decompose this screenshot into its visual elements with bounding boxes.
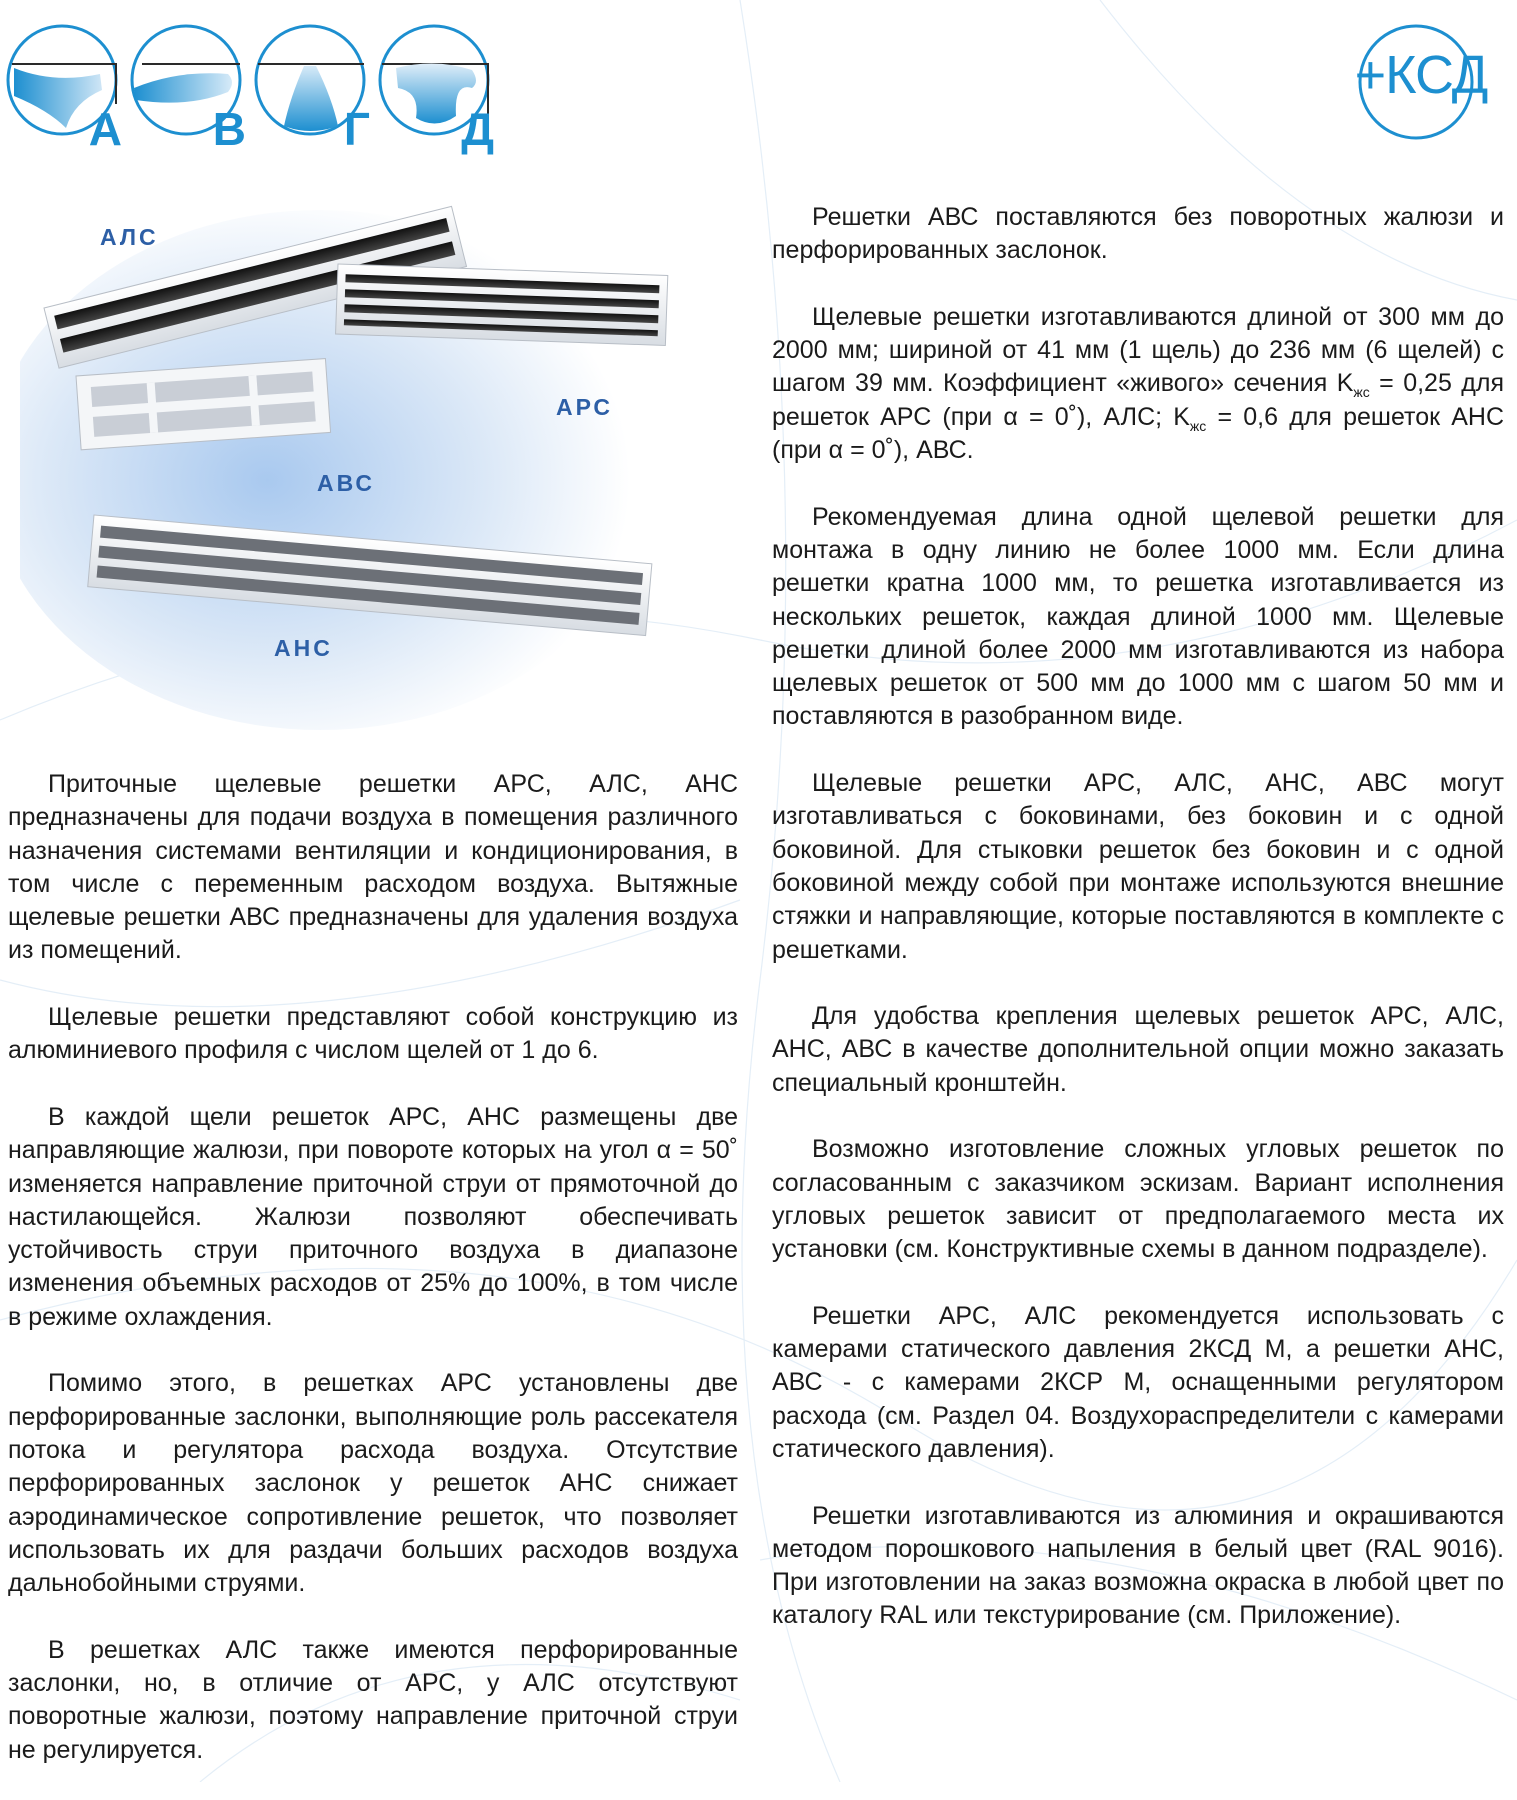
label-avs: АВС: [317, 470, 375, 496]
label-als: АЛС: [100, 224, 159, 250]
mode-letter-d: Д: [461, 103, 494, 155]
product-photo: [20, 180, 730, 740]
airflow-ceiling-spread-icon: [4, 18, 126, 155]
paragraph: Возможно изготовление сложных угловых решеток по согласованным с заказчиком эскизам. Вариант исполнения угловых решеток зависит от предполагаемого места их установки (см. Конструктивные схемы в данном подразделе).: [772, 1135, 1504, 1264]
paragraph: В решетках АЛС также имеются перфорированные заслонки, но, в отличие от АРС, у АЛС отсутствуют поворотные жалюзи, поэтому направление приточной струи не регулируется.: [8, 1635, 738, 1764]
brand-logo: [1346, 18, 1496, 148]
paragraph: Решетки АРС, АЛС рекомендуется использовать с камерами статического давления 2КСД М, а решетки АНС, АВС - с камерами 2КСР М, оснащенными регулятором расхода (см. Раздел 04. Воздухораспределители с камерами статического давления).: [772, 1301, 1504, 1463]
label-ans: АНС: [274, 635, 333, 661]
airflow-vertical-cone-icon: [252, 18, 374, 155]
left-text-column: [8, 768, 738, 1800]
airflow-corner-drop-icon: [376, 18, 498, 155]
mode-letter-v: В: [212, 103, 246, 155]
paragraph: Для удобства крепления щелевых решеток АРС, АЛС, АНС, АВС в качестве дополнительной опции можно заказать специальный кронштейн.: [772, 1002, 1504, 1097]
airflow-horizontal-icon: [128, 18, 250, 155]
paragraph-dimensions: Щелевые решетки изготавливаются длиной от 300 мм до 2000 мм; шириной от 41 мм (1 щель) до 236 мм (6 щелей) с шагом 39 мм. Коэффициент «живого» сечения $K_{жс} = 0,25$ для решеток АРС (при α = 0˚), АЛС; $K_{жс} = 0,6$ для решеток АНС (при α = 0˚), АВС.: [772, 302, 1504, 465]
paragraph: Рекомендуемая длина одной щелевой решетки для монтажа в одну линию не более 1000 мм. Если длина решетки кратна 1000 мм, то решетка изготавливается из нескольких решеток, каждая длиной 1000 мм. Щелевые решетки длиной более 2000 мм изготавливаются из набора щелевых решеток от 500 мм до 1000 мм с шагом 50 мм и поставляются в разобранном виде.: [772, 502, 1504, 731]
brand-logo-text: +КСД: [1354, 45, 1488, 105]
label-ars: АРС: [556, 394, 613, 420]
grille-ars-image: [336, 264, 668, 345]
paragraph: Щелевые решетки представляют собой конструкцию из алюминиевого профиля с числом щелей от 1 до 6.: [8, 1003, 738, 1065]
paragraph: Приточные щелевые решетки АРС, АЛС, АНС предназначены для подачи воздуха в помещения различного назначения системами вентиляции и кондиционирования, в том числе с переменным расходом воздуха. Вытяжные щелевые решетки АВС предназначены для удаления воздуха из помещений.: [8, 770, 738, 965]
paragraph: Щелевые решетки АРС, АЛС, АНС, АВС могут изготавливаться с боковинами, без боковин и с одной боковиной. Для стыковки решеток без боковин и с одной боковиной между собой при монтаже используются внешние стяжки и направляющие, которые поставляются в комплекте с решетками.: [772, 769, 1504, 964]
paragraph: Помимо этого, в решетках АРС установлены две перфорированные заслонки, выполняющие роль рассекателя потока и регулятора расхода воздуха. Отсутствие перфорированных заслонок у решеток АНС снижает аэродинамическое сопротивление решеток, что позволяет использовать их для раздачи больших расходов воздуха дальнобойными струями.: [8, 1369, 738, 1598]
paragraph: Решетки изготавливаются из алюминия и окрашиваются методом порошкового напыления в белый цвет (RAL 9016). При изготовлении на заказ возможна окраска в любой цвет по каталогу RAL или текстурирование (см. Приложение).: [772, 1501, 1504, 1630]
airflow-mode-icons: [4, 18, 514, 155]
paragraph: В каждой щели решеток АРС, АНС размещены две направляющие жалюзи, при повороте которых на угол α = 50˚ изменяется направление приточной струи от прямоточной до настилающейся. Жалюзи позволяют обеспечивать устойчивость струи приточного воздуха в диапазоне изменения объемных расходов от 25% до 100%, в том числе в режиме охлаждения.: [8, 1102, 738, 1331]
paragraph: Решетки АВС поставляются без поворотных жалюзи и перфорированных заслонок.: [772, 203, 1504, 265]
mode-letter-a: А: [88, 103, 122, 155]
mode-letter-g: Г: [343, 103, 370, 155]
right-text-column: [772, 201, 1504, 1666]
